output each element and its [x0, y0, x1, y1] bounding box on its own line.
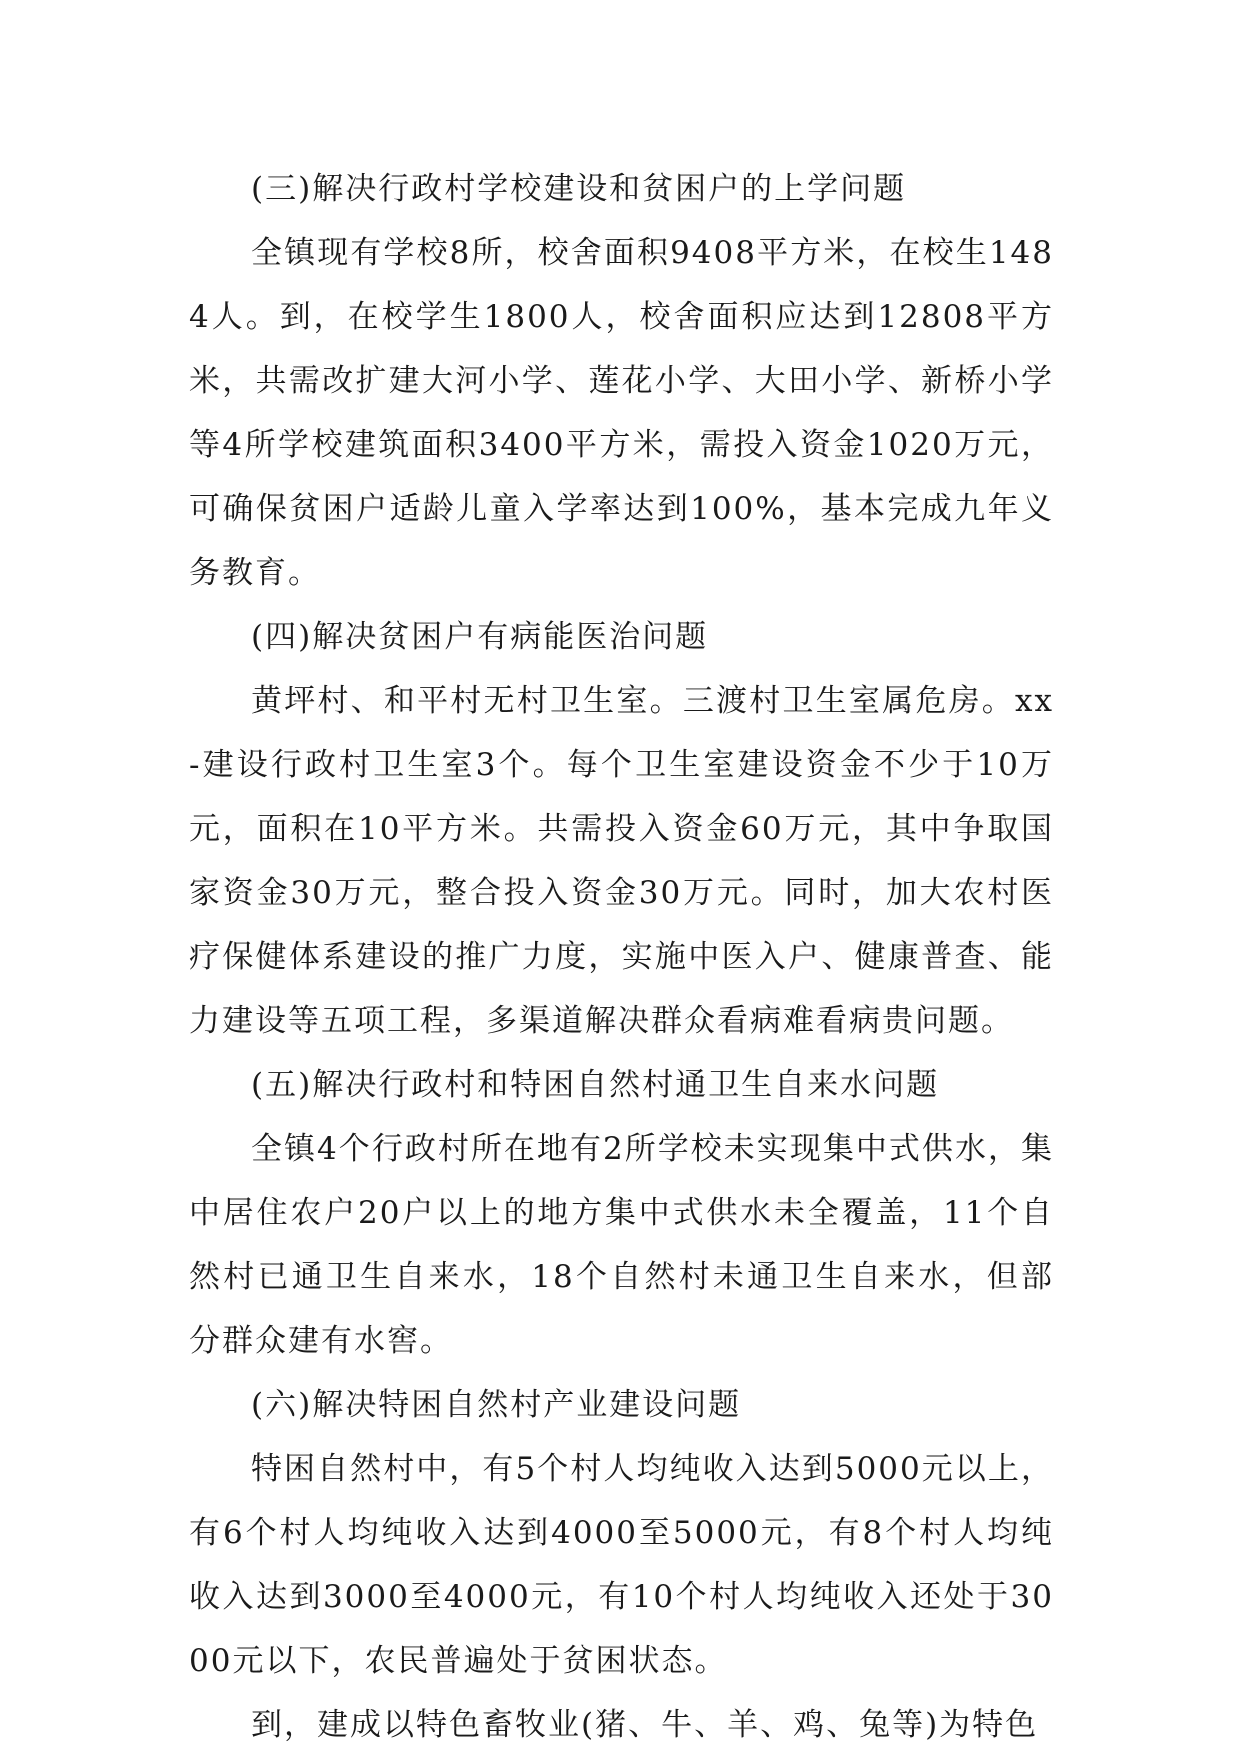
section-heading-6: (六)解决特困自然村产业建设问题 [251, 1387, 742, 1423]
section-heading-3: (三)解决行政村学校建设和贫困户的上学问题 [251, 171, 907, 207]
paragraph-water: 全镇4个行政村所在地有2所学校未实现集中式供水，集中居住农户20户以上的地方集中式供水未全覆盖，11个自然村已通卫生自来水，18个自然村未通卫生自来水，但部分群众建有水窖。 [189, 1131, 1054, 1359]
section-heading-5: (五)解决行政村和特困自然村通卫生自来水问题 [251, 1067, 940, 1103]
paragraph-industry: 到，建成以特色畜牧业(猪、牛、羊、鸡、兔等)为特色 [251, 1707, 1039, 1743]
paragraph-schools: 全镇现有学校8所，校舍面积9408平方米，在校生1484人。到，在校学生1800人，校舍面积应达到12808平方米，共需改扩建大河小学、莲花小学、大田小学、新桥小学等4所学校建筑面积3400平方米，需投入资金1020万元，可确保贫困户适龄儿童入学率达到100%，基本完成九年义务教育。 [189, 235, 1054, 591]
paragraph-income: 特困自然村中，有5个村人均纯收入达到5000元以上，有6个村人均纯收入达到4000至5000元，有8个村人均纯收入达到3000至4000元，有10个村人均纯收入还处于3000元以下，农民普遍处于贫困状态。 [189, 1451, 1054, 1679]
document-body [189, 157, 1054, 1757]
section-heading-4: (四)解决贫困户有病能医治问题 [251, 619, 709, 655]
paragraph-clinics: 黄坪村、和平村无村卫生室。三渡村卫生室属危房。xx-建设行政村卫生室3个。每个卫生室建设资金不少于10万元，面积在10平方米。共需投入资金60万元，其中争取国家资金30万元，整合投入资金30万元。同时，加大农村医疗保健体系建设的推广力度，实施中医入户、健康普查、能力建设等五项工程，多渠道解决群众看病难看病贵问题。 [189, 683, 1054, 1039]
